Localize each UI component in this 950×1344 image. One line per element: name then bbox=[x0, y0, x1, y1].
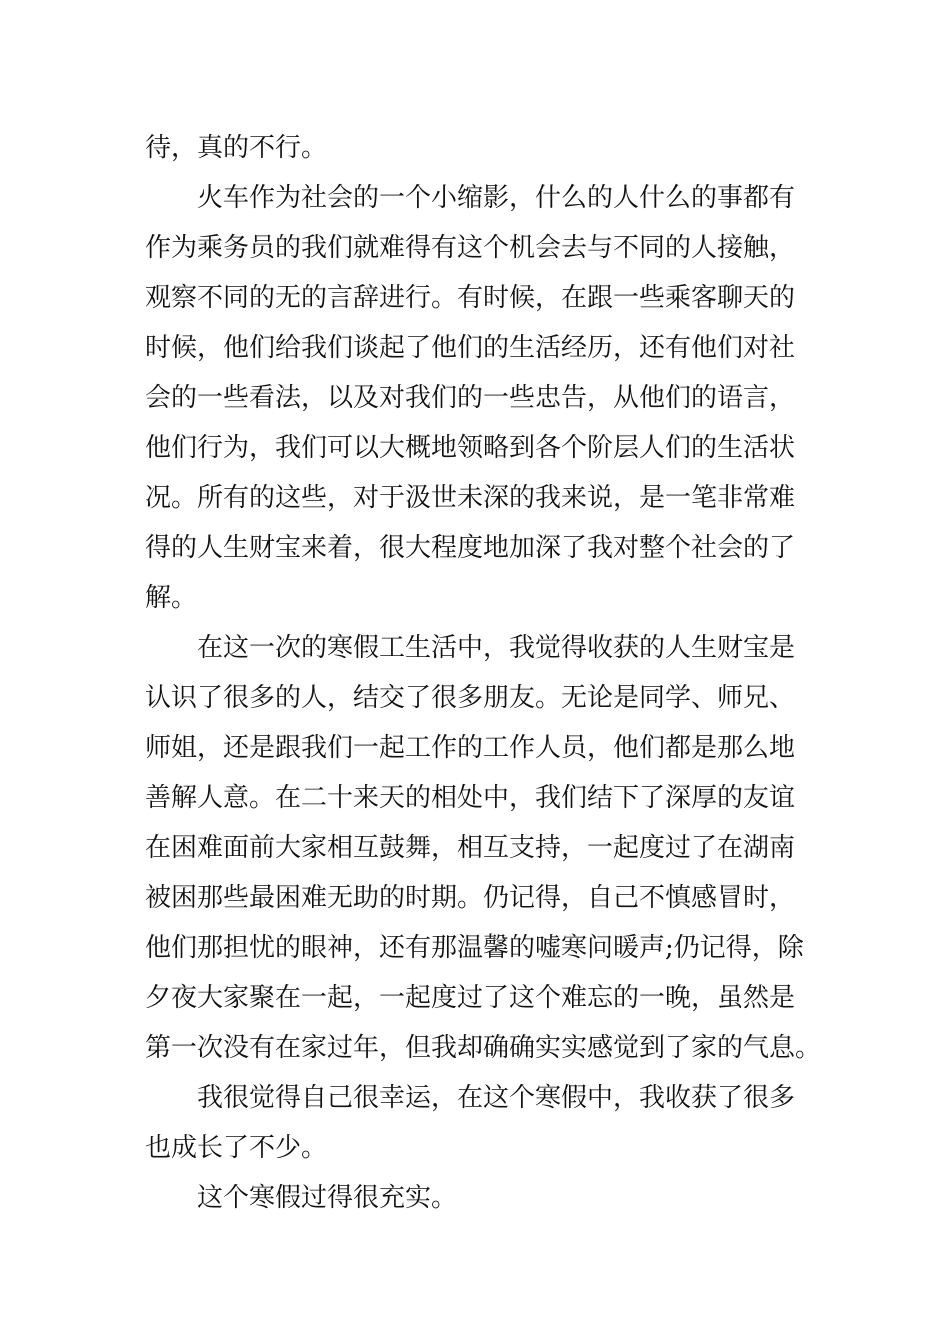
paragraph-first-line: 在这一次的寒假工生活中，我觉得收获的人生财宝是 bbox=[197, 633, 796, 663]
text-line: 会的一些看法，以及对我们的一些忠告，从他们的语言， bbox=[145, 383, 796, 413]
text-line: 师姐，还是跟我们一起工作的工作人员，他们都是那么地 bbox=[145, 733, 796, 763]
text-line: 认识了很多的人，结交了很多朋友。无论是同学、师兄、 bbox=[145, 683, 796, 713]
text-line: 他们行为，我们可以大概地领略到各个阶层人们的生活状 bbox=[145, 433, 796, 463]
text-line: 第一次没有在家过年，但我却确确实实感觉到了家的气息。 bbox=[145, 1033, 822, 1063]
paragraph-first-line: 我很觉得自己很幸运，在这个寒假中，我收获了很多 bbox=[197, 1083, 796, 1113]
text-line: 观察不同的无的言辞进行。有时候，在跟一些乘客聊天的 bbox=[145, 283, 796, 313]
text-line: 时候，他们给我们谈起了他们的生活经历，还有他们对社 bbox=[145, 333, 796, 363]
text-line: 得的人生财宝来着，很大程度地加深了我对整个社会的了 bbox=[145, 533, 796, 563]
text-line: 夕夜大家聚在一起，一起度过了这个难忘的一晚，虽然是 bbox=[145, 983, 796, 1013]
text-line: 被困那些最困难无助的时期。仍记得，自己不慎感冒时， bbox=[145, 883, 796, 913]
paragraph-first-line: 火车作为社会的一个小缩影，什么的人什么的事都有 bbox=[197, 183, 796, 213]
text-line: 他们那担忧的眼神，还有那温馨的嘘寒问暖声;仍记得，除 bbox=[145, 933, 804, 963]
text-line: 在困难面前大家相互鼓舞，相互支持，一起度过了在湖南 bbox=[145, 833, 796, 863]
text-line: 况。所有的这些，对于汲世未深的我来说，是一笔非常难 bbox=[145, 483, 796, 513]
text-line: 也成长了不少。 bbox=[145, 1133, 328, 1163]
paragraph-first-line: 这个寒假过得很充实。 bbox=[197, 1183, 458, 1213]
text-line: 作为乘务员的我们就难得有这个机会去与不同的人接触， bbox=[145, 233, 796, 263]
text-line: 解。 bbox=[145, 583, 198, 613]
text-line: 待，真的不行。 bbox=[145, 133, 328, 163]
text-line: 善解人意。在二十来天的相处中，我们结下了深厚的友谊 bbox=[145, 783, 796, 813]
